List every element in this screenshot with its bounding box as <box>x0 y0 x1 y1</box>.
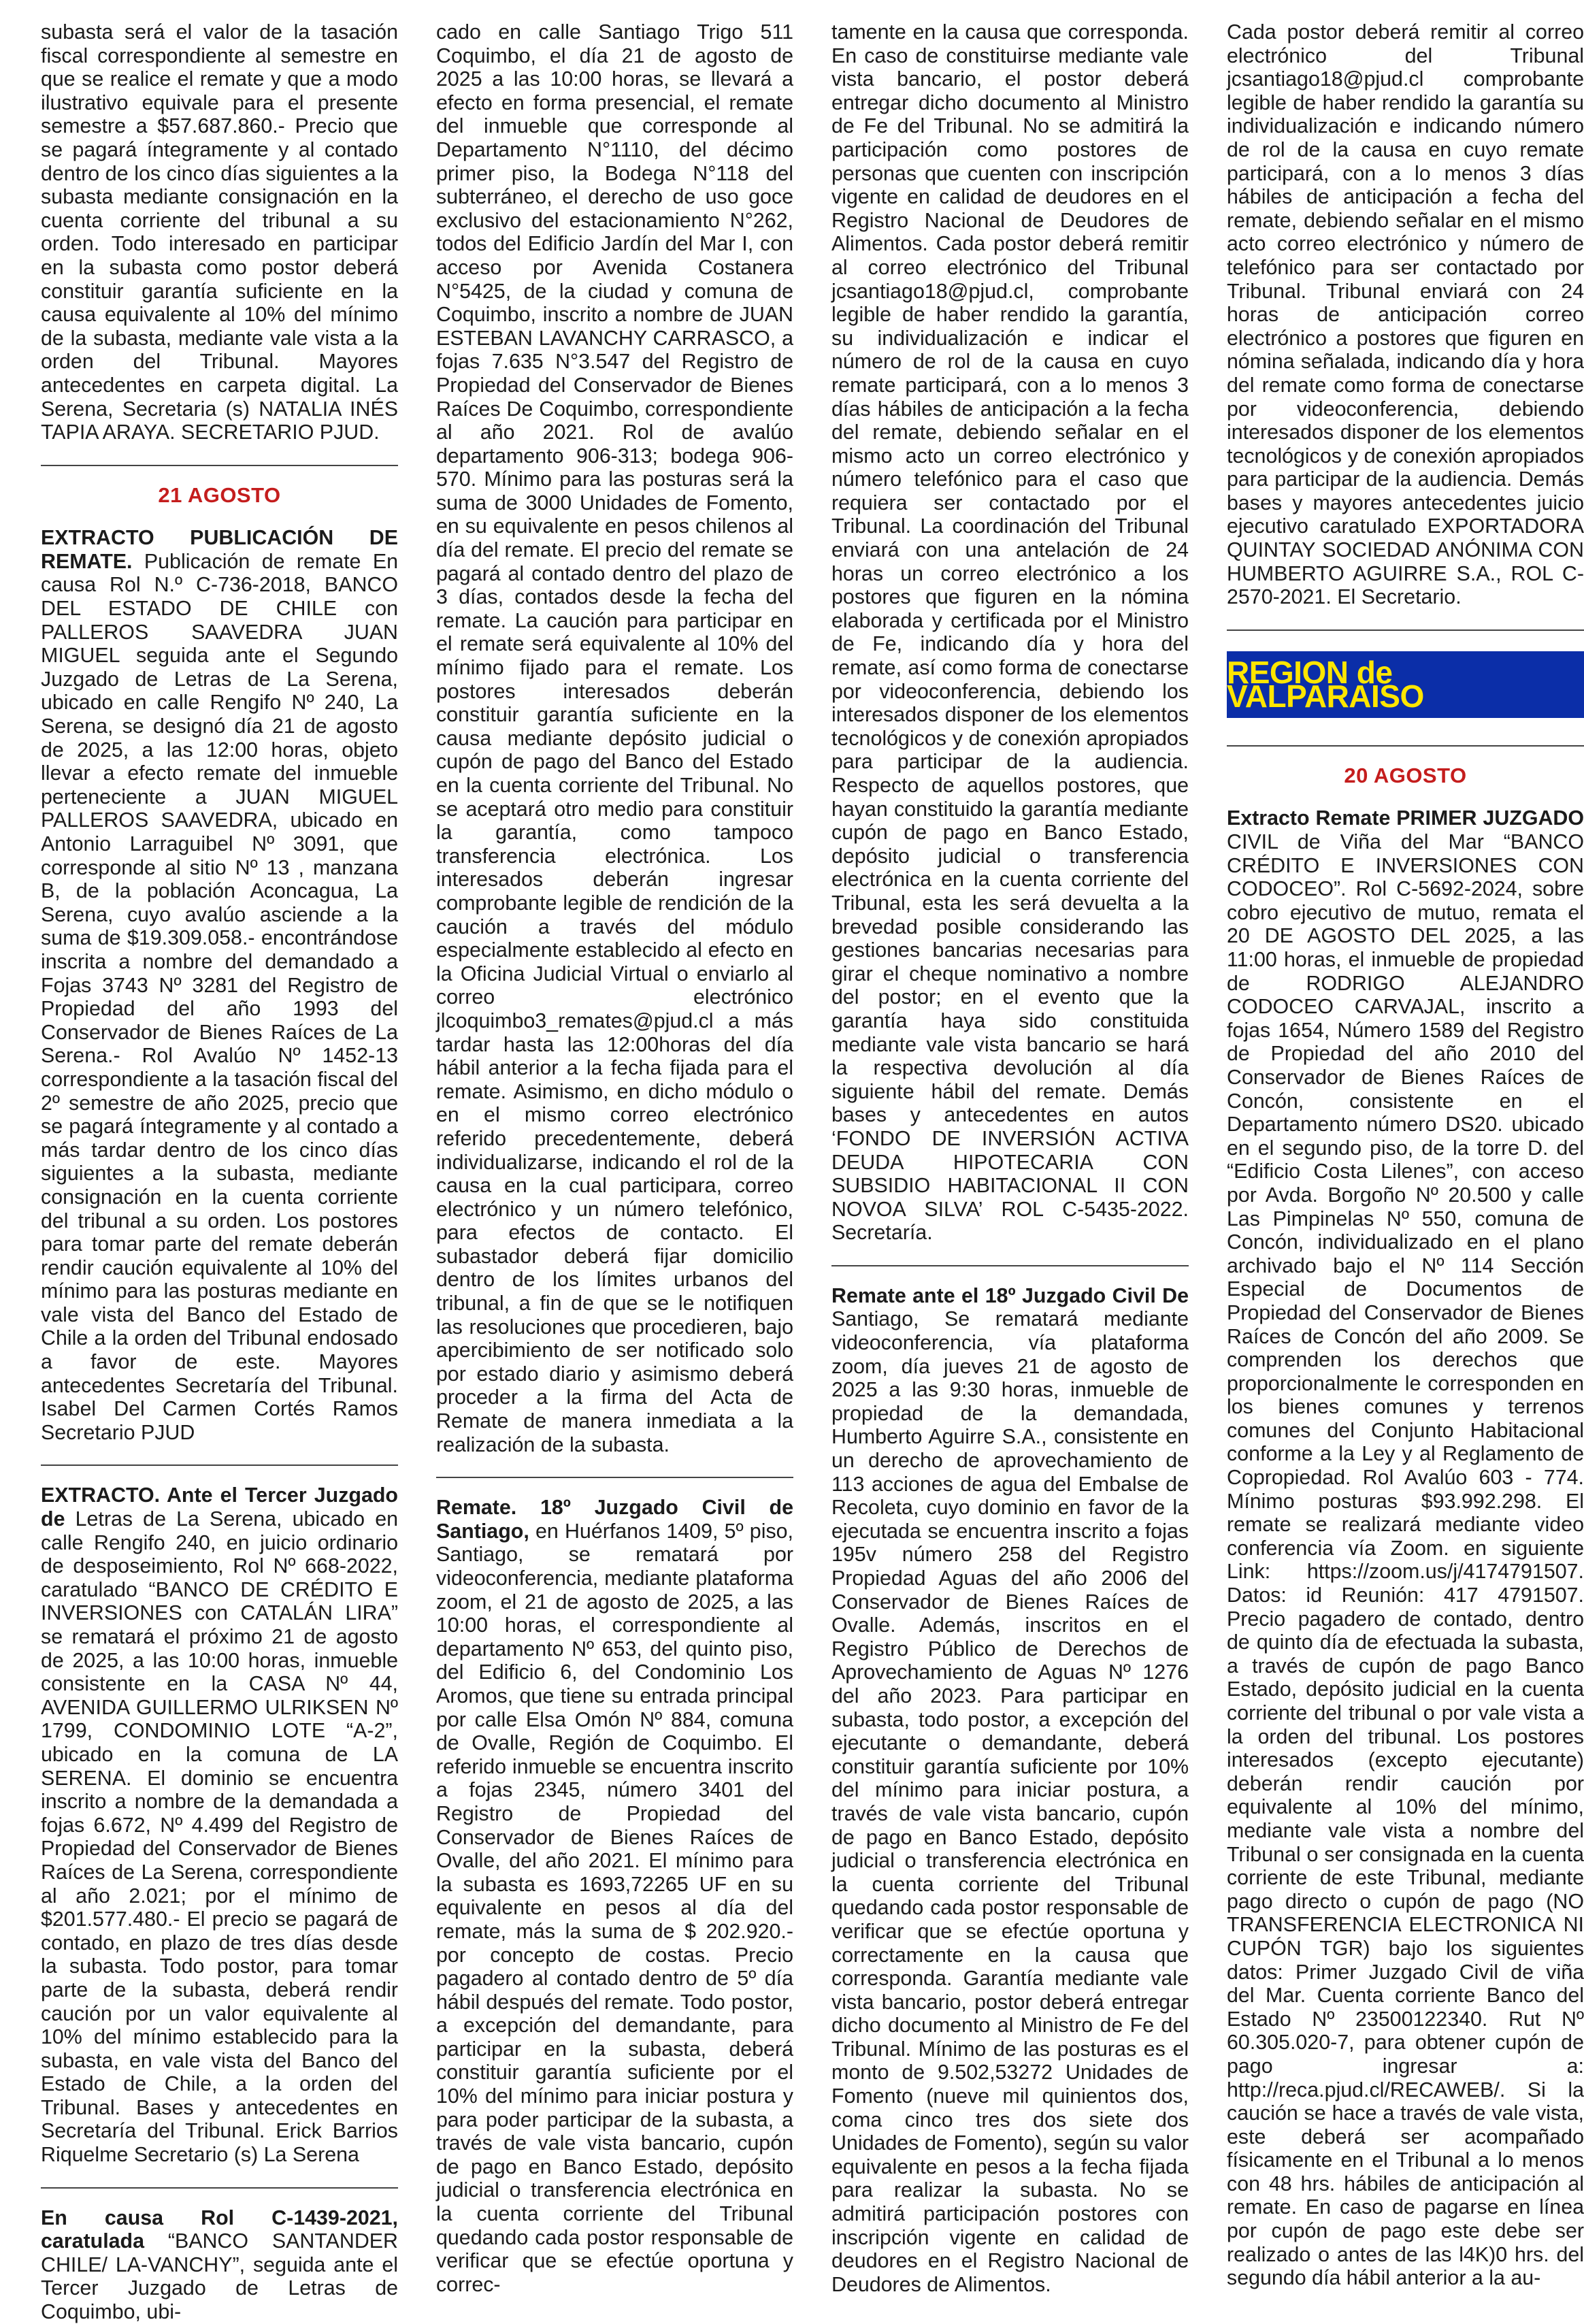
notice-paragraph <box>831 20 1189 1245</box>
section-divider <box>41 2187 398 2189</box>
section-divider <box>436 1477 793 1478</box>
date-heading: 21 AGOSTO <box>158 482 281 507</box>
notice-paragraph <box>831 1284 1189 2297</box>
notice-lead: Extracto Remate PRIMER JUZGADO <box>1227 806 1584 830</box>
column-2 <box>436 20 793 2296</box>
column-3 <box>831 20 1189 2296</box>
notice-body: Santiago, Se rematará mediante videoconferencia, vía plataforma zoom, día jueves 21 de agosto de 2025 a las 9:30 horas, inmueble de propiedad de la demandada, Humberto Aguirre S.A., consistente en un derecho de aprovechamiento de 113 acciones de agua del Embalse de Recoleta, cuyo dominio en favor de la ejecutada se encuentra inscrito a fojas 195v número 258 del Registro Propiedad Aguas del año 2006 del Conservador de Bienes Raíces de Ovalle. Además, inscritos en el Registro Público de Derechos de Aprovechamiento de Aguas Nº 1276 del año 2023. Para participar en subasta, todo postor, a excepción del ejecutante o demandante, deberá constituir garantía suficiente por 10% del mínimo para iniciar postura, a través de vale vista bancario, cupón de pago en Banco Estado, depósito judicial o transferencia electrónica en la cuenta corriente del Tribunal quedando cada postor responsable de verificar que se efectúe oportuna y correctamente en la causa que corresponda. Garantía mediante vale vista bancario, postor deberá entregar dicho documento al Ministro de Fe del Tribunal. Mínimo de las posturas es el monto de 9.502,53272 Unidades de Fomento (nueve mil quinientos dos, coma cinco tres dos siete dos Unidades de Fomento), según su valor equivalente en pesos a la fecha fijada para realizar la subasta. No se admitirá participación postores con inscripción vigente en calidad de deudores en el Registro Nacional de Deudores de Alimentos. <box>831 1307 1189 2296</box>
notice-paragraph <box>41 2206 398 2324</box>
section-divider <box>831 1265 1189 1266</box>
section-divider <box>41 465 398 466</box>
notice-paragraph <box>41 1484 398 2166</box>
region-banner: REGION de VALPARAISO <box>1227 651 1584 718</box>
notice-lead: Remate ante el 18º Juzgado Civil De <box>831 1283 1189 1307</box>
notice-body: Letras de La Serena, ubicado en calle Rengifo 240, en juicio ordinario de desposeimiento, Rol Nº 668-2022, caratulado “BANCO DE CRÉDITO E INVERSIONES con CATALÁN LIRA” se rematará el próximo 21 de agosto de 2025, a las 10:00 horas, inmueble consistente en la CASA Nº 44, AVENIDA GUILLERMO ULRIKSEN Nº 1799, CONDOMINIO LOTE “A-2”, ubicado en la comuna de LA SERENA. El dominio se encuentra inscrito a nombre de la demandada a fojas 6.672, Nº 4.499 del Registro de Propiedad del Conservador de Bienes Raíces de La Serena, correspondiente al año 2.021; por el mínimo de $201.577.480.- El precio se pagará de contado, en plazo de tres días desde la subasta. Todo postor, para tomar parte de la subasta, deberá rendir caución por un valor equivalente al 10% del mínimo establecido para la subasta, en vale vista del Banco del Estado de Chile, a la orden del Tribunal. Bases y antecedentes en Secretaría del Tribunal. Erick Barrios Riquelme Secretario (s) La Serena <box>41 1507 398 2167</box>
notice-lead: EXTRACTO. Ante el Tercer Juzgado de <box>41 1484 398 1531</box>
section-divider <box>1227 629 1584 631</box>
notice-body: Cada postor deberá remitir al correo electrónico del Tribunal jcsantiago18@pjud.cl comprobante legible de haber rendido la garantía su individualización e indicando número de rol de la causa en cuyo remate participará, con a lo menos 3 días hábiles de anticipación a fecha del remate, debiendo señalar en el mismo acto correo electrónico y número de telefónico para ser contactado por Tribunal. Tribunal enviará con 24 horas de anticipación correo electrónico a postores que figuren en nómina señalada, indicando día y hora del remate como forma de conectarse por videoconferencia, debiendo interesados disponer de los elementos tecnológicos y de conexión apropiados para participar de la audiencia. Demás bases y mayores antecedentes juicio ejecutivo caratulado EXPORTADORA QUINTAY SOCIEDAD ANÓNIMA CON HUMBERTO AGUIRRE S.A., ROL C-2570-2021. El Secretario. <box>1227 20 1584 609</box>
notice-lead: EXTRACTO PUBLICACIÓN DE REMATE. <box>41 526 398 573</box>
notice-body: tamente en la causa que corresponda. En caso de constituirse mediante vale vista bancario, el postor deberá entregar dicho documento al Ministro de Fe del Tribunal. No se admitirá la participación como postores de personas que cuenten con inscripción vigente en calidad de deudores en el Registro Nacional de Deudores de Alimentos. Cada postor deberá remitir al correo electrónico del Tribunal jcsantiago18@pjud.cl, comprobante legible de haber rendido la garantía, su individualización e indicar el número de rol de la causa en cuyo remate participará, con a lo menos 3 días hábiles de anticipación a la fecha del remate, debiendo señalar en el mismo acto un correo electrónico y número telefónico para el caso que requiera ser contactado por el Tribunal. La coordinación del Tribunal enviará con una antelación de 24 horas un correo electrónico a los postores que figuren en la nómina elaborada y certificada por el Ministro de Fe, indicando día y hora del remate, así como forma de conectarse por videoconferencia, debiendo los interesados disponer de los elementos tecnológicos y de conexión apropiados para participar de la audiencia. Respecto de aquellos postores, que hayan constituido la garantía mediante cupón de pago en Banco Estado, depósito judicial o transferencia electrónica en la cuenta corriente del Tribunal, esta les será devuelta a la brevedad posible considerando las gestiones bancarias necesarias para girar el cheque nominativo a nombre del postor; en el evento que la garantía haya sido constituida mediante vale vista bancario se hará la respectiva devolución al día siguiente hábil del remate. Demás bases y antecedentes en autos ‘FONDO DE INVERSIÓN ACTIVA DEUDA HIPOTECARIA CON SUBSIDIO HABITACIONAL II CON NOVOA SILVA’ ROL C-5435-2022. Secretaría. <box>831 20 1189 1245</box>
notice-paragraph <box>1227 20 1584 609</box>
notice-body: Publicación de remate En causa Rol N.º C-736-2018, BANCO DEL ESTADO DE CHILE con PALLEROS SAAVEDRA JUAN MIGUEL seguida ante el Segundo Juzgado de Letras de La Serena, ubicado en calle Rengifo Nº 240, La Serena, se designó día 21 de agosto de 2025, a las 12:00 horas, objeto llevar a efecto remate del inmueble perteneciente a JUAN MIGUEL PALLEROS SAAVEDRA, ubicado en Antonio Larraguibel Nº 3091, que corresponde al sitio Nº 13 , manzana B, de la población Aconcagua, La Serena, cuyo avalúo asciende a la suma de $19.309.058.- encontrándose inscrita a nombre del demandado a Fojas 3743 Nº 3281 del Registro de Propiedad del año 1993 del Conservador de Bienes Raíces de La Serena.- Rol Avalúo Nº 1452-13 correspondiente a la tasación fiscal del 2º semestre de año 2025, precio que se pagará íntegramente y al contado a más tardar dentro de los cinco días siguientes a la subasta, mediante consignación en la cuenta corriente del tribunal a su orden. Los postores para tomar parte del remate deberán rendir caución equivalente al 10% del mínimo para las posturas mediante en vale vista del Banco del Estado de Chile a la orden del Tribunal endosado a favor de este. Mayores antecedentes Secretaría del Tribunal. Isabel Del Carmen Cortés Ramos Secretario PJUD <box>41 549 398 1444</box>
section-divider <box>41 1464 398 1466</box>
column-4 <box>1227 20 1584 2290</box>
notice-body: CIVIL de Viña del Mar “BANCO CRÉDITO E INVERSIONES CON CODOCEO”. Rol C-5692-2024, sobre cobro ejecutivo de mutuo, remata el 20 DE AGOSTO DEL 2025, a las 11:00 horas, el inmueble de propiedad de RODRIGO ALEJANDRO CODOCEO CARVAJAL, inscrito a fojas 1654, Número 1589 del Registro de Propiedad del año 2010 del Conservador de Bienes Raíces de Concón, consistente en el Departamento número DS20. ubicado en el segundo piso, de la torre D. del “Edificio Costa Lilenes”, con acceso por Avda. Borgoño Nº 20.500 y calle Las Pimpinelas Nº 550, comuna de Concón, individualizado en el plano archivado bajo el Nº 114 Sección Especial de Documentos de Propiedad del Conservador de Bienes Raíces de Concón del año 2009. Se comprenden los derechos que proporcionalmente le corresponden en los bienes comunes y terrenos comunes del Conjunto Habitacional conforme a la Ley y al Reglamento de Copropiedad. Rol Avalúo 603 - 774. Mínimo posturas $93.992.298. El remate se realizará mediante video conferencia vía Zoom. en siguiente Link: https://zoom.us/j/4174791507. Datos: id Reunión: 417 4791507. Precio pagadero de contado, dentro de quinto día de efectuada la subasta, a través de cupón de pago Banco Estado, depósito judicial en la cuenta corriente del tribunal o por vale vista a la orden del tribunal. Los postores interesados (excepto ejecutante) deberán rendir caución por equivalente al 10% del mínimo, mediante vale vista a nombre del Tribunal o ser consignada en la cuenta corriente de este Tribunal, mediante pago directo o cupón de pago (NO TRANSFERENCIA ELECTRONICA NI CUPÓN TGR) bajo los siguientes datos: Primer Juzgado Civil de viña del Mar. Cuenta corriente Banco del Estado Nº 23500122340. Rut Nº 60.305.020-7, para obtener cupón de pago ingresar a: http://reca.pjud.cl/RECAWEB/. Si la caución se hace a través de vale vista, este deberá ser acompañado físicamente en el Tribunal a lo menos con 48 hrs. hábiles de anticipación al remate. En caso de pagarse en línea por cupón de pago este debe ser realizado o antes de las l4K)0 hrs. del segundo día hábil anterior a la au- <box>1227 830 1584 2290</box>
notice-lead: En causa Rol C-1439-2021, caratulada <box>41 2206 398 2253</box>
column-1 <box>41 20 398 2324</box>
section-divider <box>1227 745 1584 747</box>
notice-paragraph <box>436 20 793 1456</box>
notice-lead: Remate. 18º Juzgado Civil de Santiago, <box>436 1496 793 1543</box>
date-heading: 20 AGOSTO <box>1344 763 1467 787</box>
notice-paragraph <box>41 526 398 1444</box>
notice-body: subasta será el valor de la tasación fiscal correspondiente al semestre en que se realice el remate y que a modo ilustrativo equivale para el presente semestre a $57.687.860.- Precio que se pagará íntegramente y al contado dentro de los cinco días siguientes a la subasta mediante consignación en la cuenta corriente del tribunal a su orden. Todo interesado en participar en la subasta como postor deberá constituir garantía suficiente en la causa equivalente al 10% del mínimo de la subasta, mediante vale vista a la orden del Tribunal. Mayores antecedentes en carpeta digital. La Serena, Secretaria (s) NATALIA INÉS TAPIA ARAYA. SECRETARIO PJUD. <box>41 20 398 444</box>
notice-paragraph <box>1227 806 1584 2289</box>
notice-body: cado en calle Santiago Trigo 511 Coquimbo, el día 21 de agosto de 2025 a las 10:00 horas, se llevará a efecto en forma presencial, el remate del inmueble que corresponde al Departamento N°1110, del décimo primer piso, la Bodega N°118 del subterráneo, el derecho de uso goce exclusivo del estacionamiento N°262, todos del Edificio Jardín del Mar I, con acceso por Avenida Costanera N°5425, de la ciudad y comuna de Coquimbo, inscrito a nombre de JUAN ESTEBAN LAVANCHY CARRASCO, a fojas 7.635 N°3.547 del Registro de Propiedad del Conservador de Bienes Raíces De Coquimbo, correspondiente al año 2021. Rol de avalúo departamento 906-313; bodega 906-570. Mínimo para las posturas será la suma de 3000 Unidades de Fomento, en su equivalente en pesos chilenos al día del remate. El precio del remate se pagará al contado dentro del plazo de 3 días, contados desde la fecha del remate. La caución para participar en el remate será equivalente al 10% del mínimo fijado para el remate. Los postores interesados deberán constituir garantía suficiente en la causa mediante depósito judicial o cupón de pago del Banco del Estado en la cuenta corriente del Tribunal. No se aceptará otro medio para constituir la garantía, como tampoco transferencia electrónica. Los interesados deberán ingresar comprobante legible de rendición de la caución a través del módulo especialmente establecido al efecto en la Oficina Judicial Virtual o enviarlo al correo electrónico jlcoquimbo3_remates@pjud.cl a más tardar hasta las 12:00horas del día hábil anterior a la fecha fijada para el remate. Asimismo, en dicho módulo o en el mismo correo electrónico referido precedentemente, deberá individualizarse, indicando el rol de la causa en la cual participara, correo electrónico y un número telefónico, para efectos de contacto. El subastador deberá fijar domicilio dentro de los límites urbanos del tribunal, a fin de que se le notifiquen las resoluciones que procedieren, bajo apercibimiento de ser notificado solo por estado diario y asimismo deberá proceder a la firma del Acta de Remate de manera inmediata a la realización de la subasta. <box>436 20 793 1456</box>
notice-paragraph <box>436 1496 793 2296</box>
notice-paragraph <box>41 20 398 444</box>
notice-body: “BANCO SANTANDER CHILE/ LA-VANCHY”, seguida ante el Tercer Juzgado de Letras de Coquimbo, ubi- <box>41 2229 398 2324</box>
notice-body: en Huérfanos 1409, 5º piso, Santiago, se rematará por videoconferencia, mediante plataforma zoom, el 21 de agosto de 2025, a las 10:00 horas, el correspondiente al departamento Nº 653, del quinto piso, del Edificio 6, del Condominio Los Aromos, que tiene su entrada principal por calle Elsa Omón Nº 884, comuna de Ovalle, Región de Coquimbo. El referido inmueble se encuentra inscrito a fojas 2345, número 3401 del Registro de Propiedad del Conservador de Bienes Raíces de Ovalle, del año 2021. El mínimo para la subasta es 1693,72265 UF en su equivalente en pesos al día del remate, más la suma de $ 202.920.- por concepto de costas. Precio pagadero al contado dentro de 5º día hábil después del remate. Todo postor, a excepción del demandante, para participar en la subasta, deberá constituir garantía suficiente por el 10% del mínimo para iniciar postura y para poder participar de la subasta, a través de vale vista bancario, cupón de pago en Banco Estado, depósito judicial o transferencia electrónica en la cuenta corriente del Tribunal quedando cada postor responsable de verificar que se efectúe oportuna y correc- <box>436 1519 793 2296</box>
